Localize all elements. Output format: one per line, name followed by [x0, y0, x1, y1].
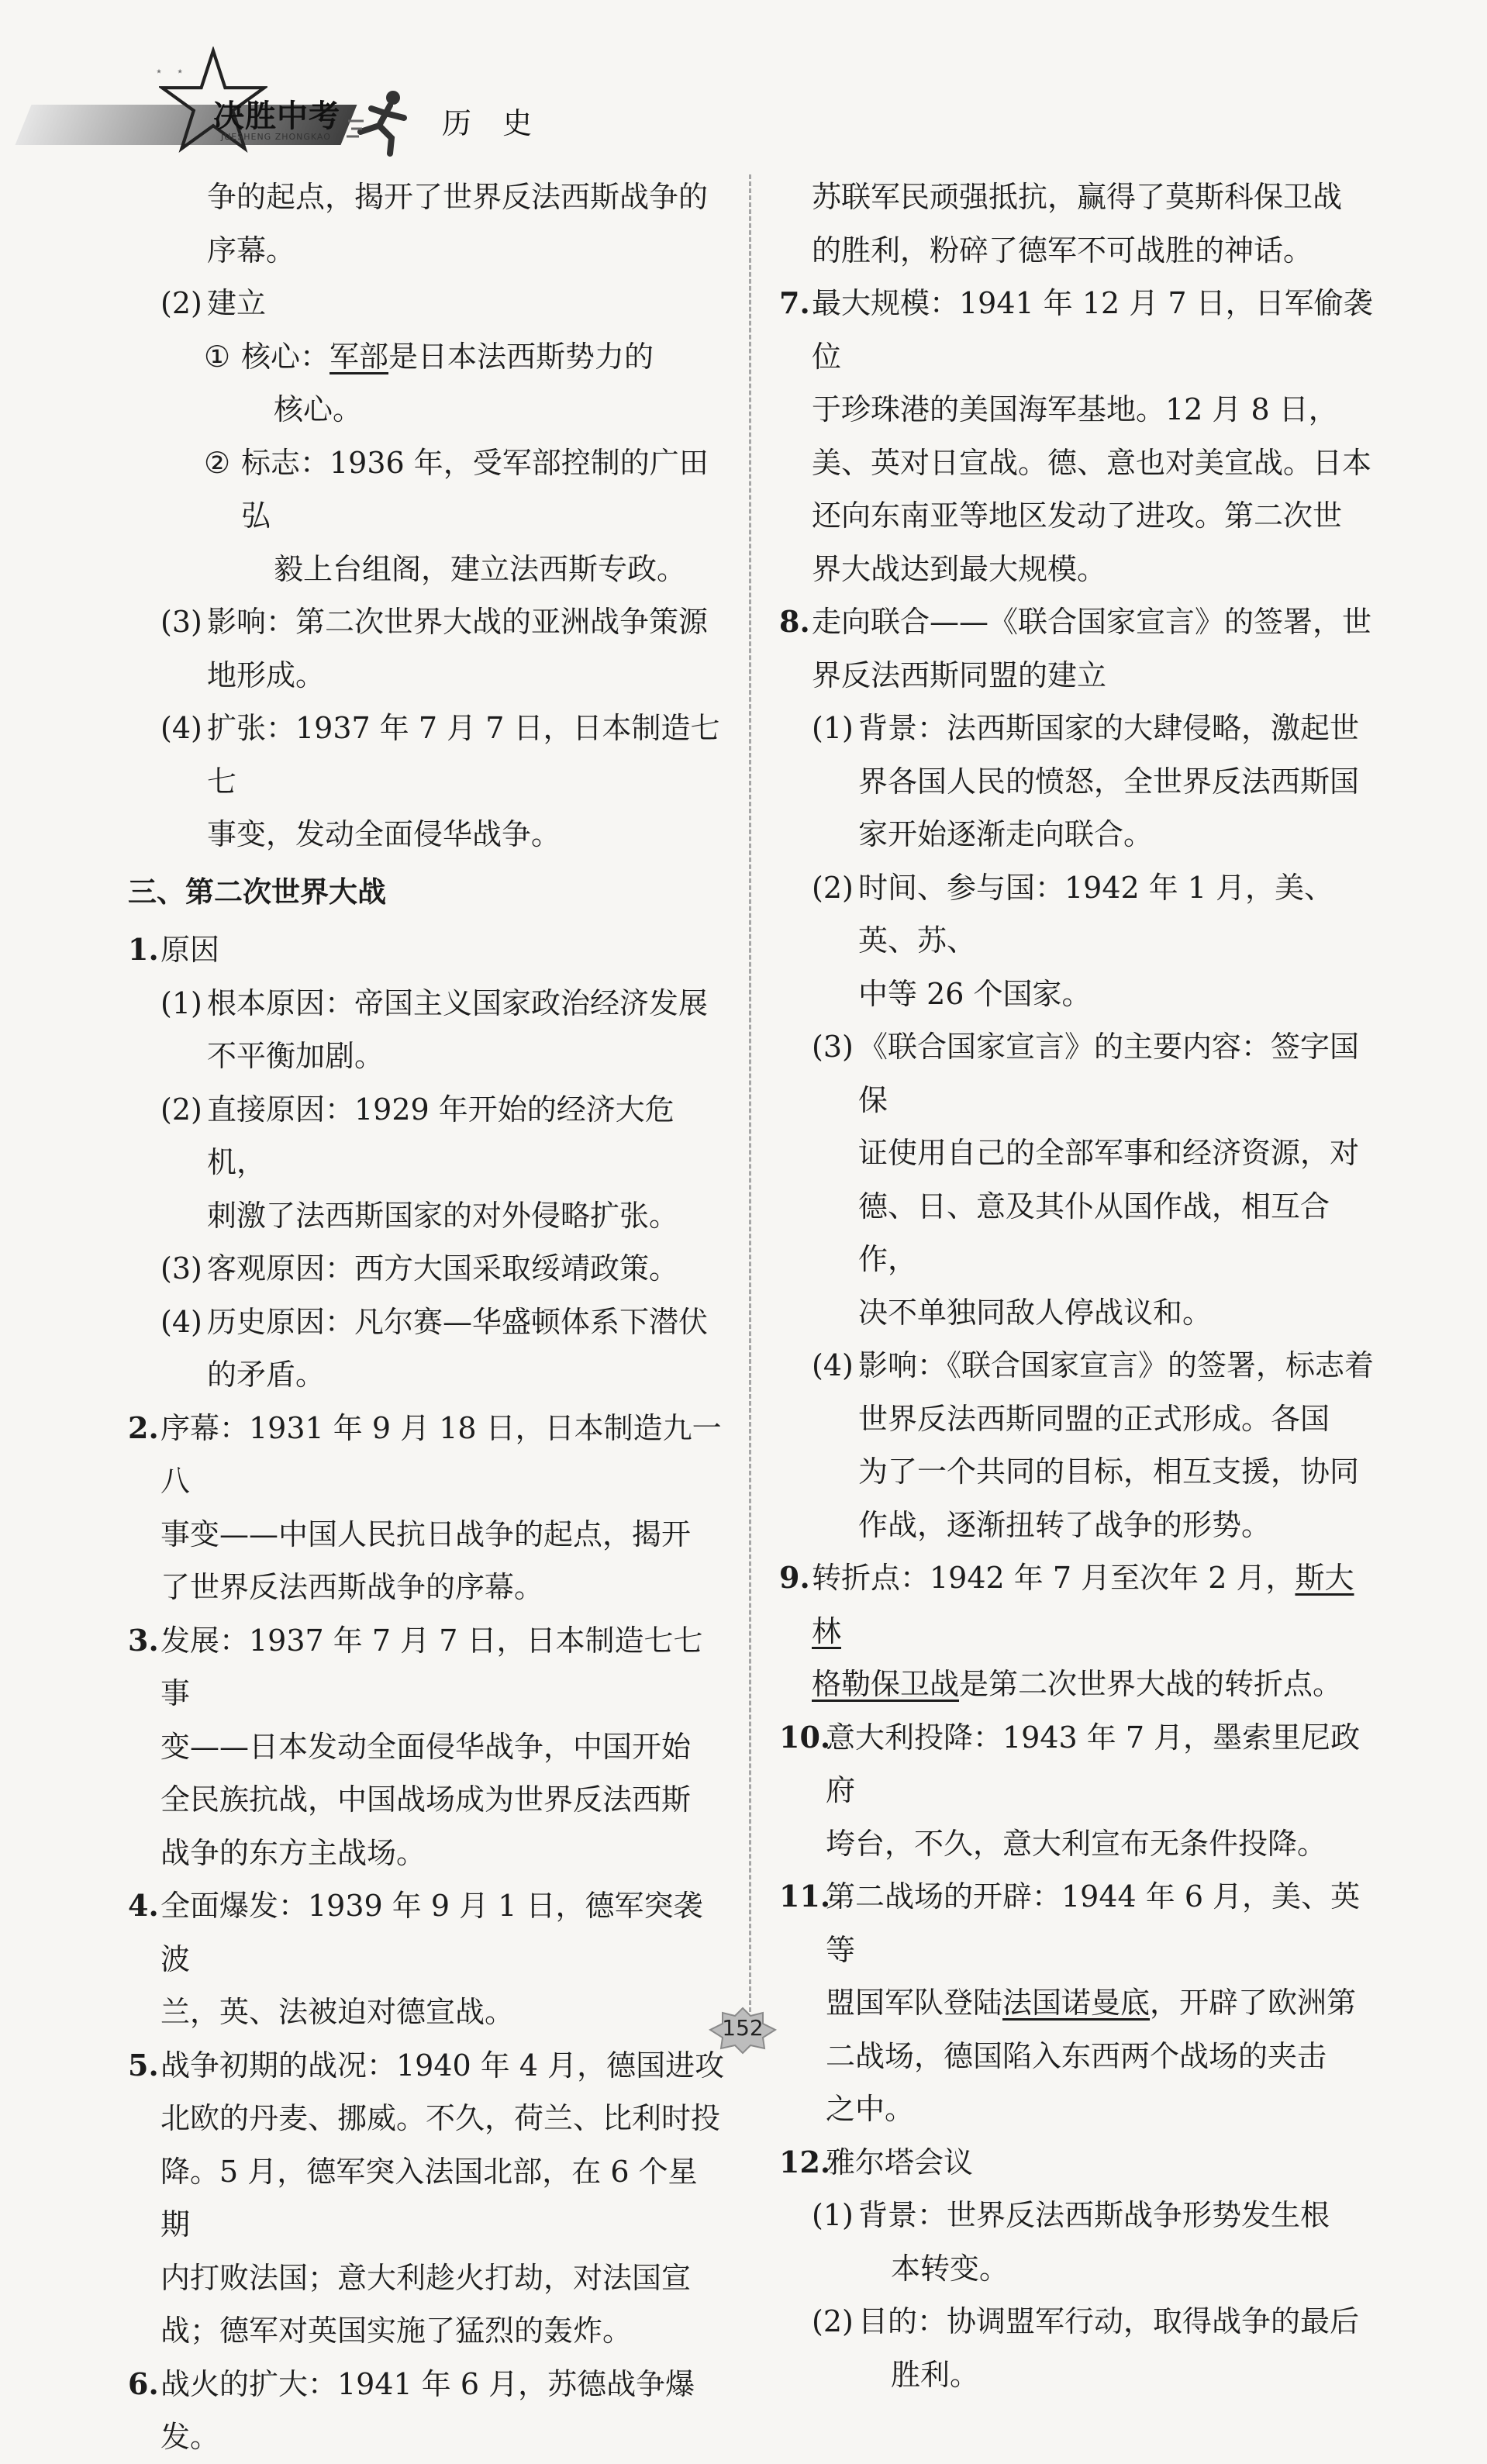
- text-line: 之中。: [826, 2092, 915, 2126]
- column-divider: [749, 174, 751, 2012]
- text-line: 中等 26 个国家。: [858, 976, 1092, 1011]
- list-item: 7. 最大规模：1941 年 12 月 7 日，日军偷袭位: [779, 285, 1373, 374]
- text-line: 美、英对日宣战。德、意也对美宣战。日本: [812, 445, 1372, 480]
- list-item: (2) 建立: [160, 286, 267, 320]
- list-item: 6. 战火的扩大：1941 年 6 月，苏德战争爆发。: [128, 2366, 695, 2454]
- text-line: 家开始逐渐走向联合。: [858, 817, 1154, 851]
- list-item: (3) 客观原因：西方大国采取绥靖政策。: [160, 1251, 679, 1285]
- text-line: 证使用自己的全部军事和经济资源，对: [858, 1136, 1360, 1170]
- text-line: 决不单独同敌人停战议和。: [858, 1295, 1213, 1330]
- text-line: 界大战达到最大规模。: [812, 551, 1107, 586]
- list-item: (1) 背景：法西斯国家的大肆侵略，激起世: [812, 711, 1360, 745]
- text-line: 二战场，德国陷入东西两个战场的夹击: [826, 2038, 1327, 2073]
- text-line: 兰，英、法被迫对德宣战。: [160, 1995, 515, 2029]
- text-line: 北欧的丹麦、挪威。不久，荷兰、比利时投: [160, 2101, 721, 2135]
- list-item: (1) 根本原因：帝国主义国家政治经济发展: [160, 985, 709, 1020]
- text-line: 了世界反法西斯战争的序幕。: [160, 1570, 544, 1604]
- text-line: 的胜利，粉碎了德军不可战胜的神话。: [812, 233, 1313, 267]
- text-line: 事变，发动全面侵华战争。: [207, 817, 561, 851]
- list-item: 12. 雅尔塔会议: [779, 2144, 974, 2179]
- page-number-badge: [707, 2007, 778, 2055]
- list-item: (3) 影响：第二次世界大战的亚洲战争策源: [160, 605, 709, 639]
- list-item: 4. 全面爆发：1939 年 9 月 1 日，德军突袭波: [128, 1888, 703, 1976]
- list-item: 9. 转折点：1942 年 7 月至次年 2 月，斯大林: [779, 1560, 1354, 1648]
- text-line: 的矛盾。: [207, 1358, 326, 1392]
- text-line: 德、日、意及其仆从国作战，相互合作，: [858, 1189, 1330, 1276]
- text-line: 刺激了法西斯国家的对外侵略扩张。: [207, 1198, 679, 1233]
- list-item: 11. 第二战场的开辟：1944 年 6 月，美、英等: [779, 1879, 1361, 1967]
- list-item: 2. 序幕：1931 年 9 月 18 日，日本制造九一八: [128, 1410, 722, 1498]
- list-item: 8. 走向联合——《联合国家宣言》的签署，世: [779, 604, 1372, 639]
- text-line: 界反法西斯同盟的建立: [812, 657, 1107, 692]
- text-line: 争的起点，揭开了世界反法西斯战争的: [207, 180, 709, 214]
- text-line: 内打败法国；意大利趁火打劫，对法国宣: [160, 2260, 692, 2295]
- text-line: 毅上台组阁，建立法西斯专政。: [274, 551, 687, 586]
- runner-icon: [345, 87, 423, 157]
- list-item: 1. 原因: [128, 932, 220, 967]
- list-item: (4) 历史原因：凡尔赛—华盛顿体系下潜伏: [160, 1304, 709, 1339]
- text-line: 世界反法西斯同盟的正式形成。各国: [858, 1401, 1330, 1436]
- list-item: ① 核心：军部是日本法西斯势力的: [204, 339, 654, 374]
- list-item: (4) 扩张：1937 年 7 月 7 日，日本制造七七: [160, 711, 720, 799]
- list-item: 3. 发展：1937 年 7 月 7 日，日本制造七七事: [128, 1622, 703, 1710]
- list-item: (1) 背景：世界反法西斯战争形势发生根: [812, 2198, 1330, 2232]
- text-line: 地形成。: [207, 657, 326, 692]
- list-item: (2) 直接原因：1929 年开始的经济大危机，: [160, 1092, 674, 1179]
- text-line: 本转变。: [891, 2251, 1009, 2286]
- text-line: 胜利。: [891, 2357, 980, 2392]
- list-item: 5. 战争初期的战况：1940 年 4 月，德国进攻: [128, 2047, 725, 2083]
- brand-title: 决胜中考: [213, 98, 340, 134]
- text-line: 不平衡加剧。: [207, 1039, 385, 1073]
- list-item: (2) 目的：协调盟军行动，取得战争的最后: [812, 2304, 1360, 2338]
- text-line: 苏联军民顽强抵抗，赢得了莫斯科保卫战: [812, 180, 1343, 214]
- text-line: 格勒保卫战是第二次世界大战的转折点。: [812, 1667, 1343, 1701]
- text-line: 降。5 月，德军突入法国北部，在 6 个星期: [160, 2154, 698, 2241]
- text-line: 垮台，不久，意大利宣布无条件投降。: [826, 1826, 1327, 1861]
- list-item: (2) 时间、参与国：1942 年 1 月，美、英、苏、: [812, 870, 1334, 958]
- right-column: [779, 171, 1376, 2401]
- text-line: 界各国人民的愤怒，全世界反法西斯国: [858, 764, 1360, 799]
- list-item: (4) 影响：《联合国家宣言》的签署，标志着: [812, 1348, 1375, 1382]
- left-column: [128, 171, 725, 2464]
- text-line: 还向东南亚等地区发动了进攻。第二次世: [812, 499, 1343, 533]
- text-line: 序幕。: [207, 233, 296, 267]
- text-line: 变——日本发动全面侵华战争，中国开始: [160, 1729, 692, 1764]
- section-title: 三、第二次世界大战: [128, 875, 386, 909]
- text-line: 核心。: [274, 392, 363, 426]
- text-line: 战；德军对英国实施了猛烈的轰炸。: [160, 2314, 633, 2348]
- list-item: ② 标志：1936 年，受军部控制的广田弘: [204, 445, 709, 533]
- text-line: 全民族抗战，中国战场成为世界反法西斯: [160, 1782, 692, 1817]
- page-number: 152: [722, 2015, 764, 2041]
- subject-label: 历 史: [442, 106, 543, 140]
- decorative-dots: ⋆ ⋆: [155, 64, 189, 78]
- text-line: 于珍珠港的美国海军基地。12 月 8 日，: [812, 392, 1338, 426]
- text-line: 为了一个共同的目标，相互支援，协同: [858, 1455, 1360, 1489]
- brand-pinyin: JUESHENG ZHONGKAO: [221, 132, 331, 142]
- text-line: 战争的东方主战场。: [160, 1835, 426, 1870]
- text-line: 作战，逐渐扭转了战争的形势。: [858, 1507, 1271, 1542]
- list-item: 10. 意大利投降：1943 年 7 月，墨索里尼政府: [779, 1719, 1361, 1807]
- list-item: (3) 《联合国家宣言》的主要内容：签字国保: [812, 1030, 1360, 1117]
- text-line: 事变——中国人民抗日战争的起点，揭开: [160, 1517, 692, 1551]
- text-line: 盟国军队登陆法国诺曼底，开辟了欧洲第: [826, 1986, 1357, 2020]
